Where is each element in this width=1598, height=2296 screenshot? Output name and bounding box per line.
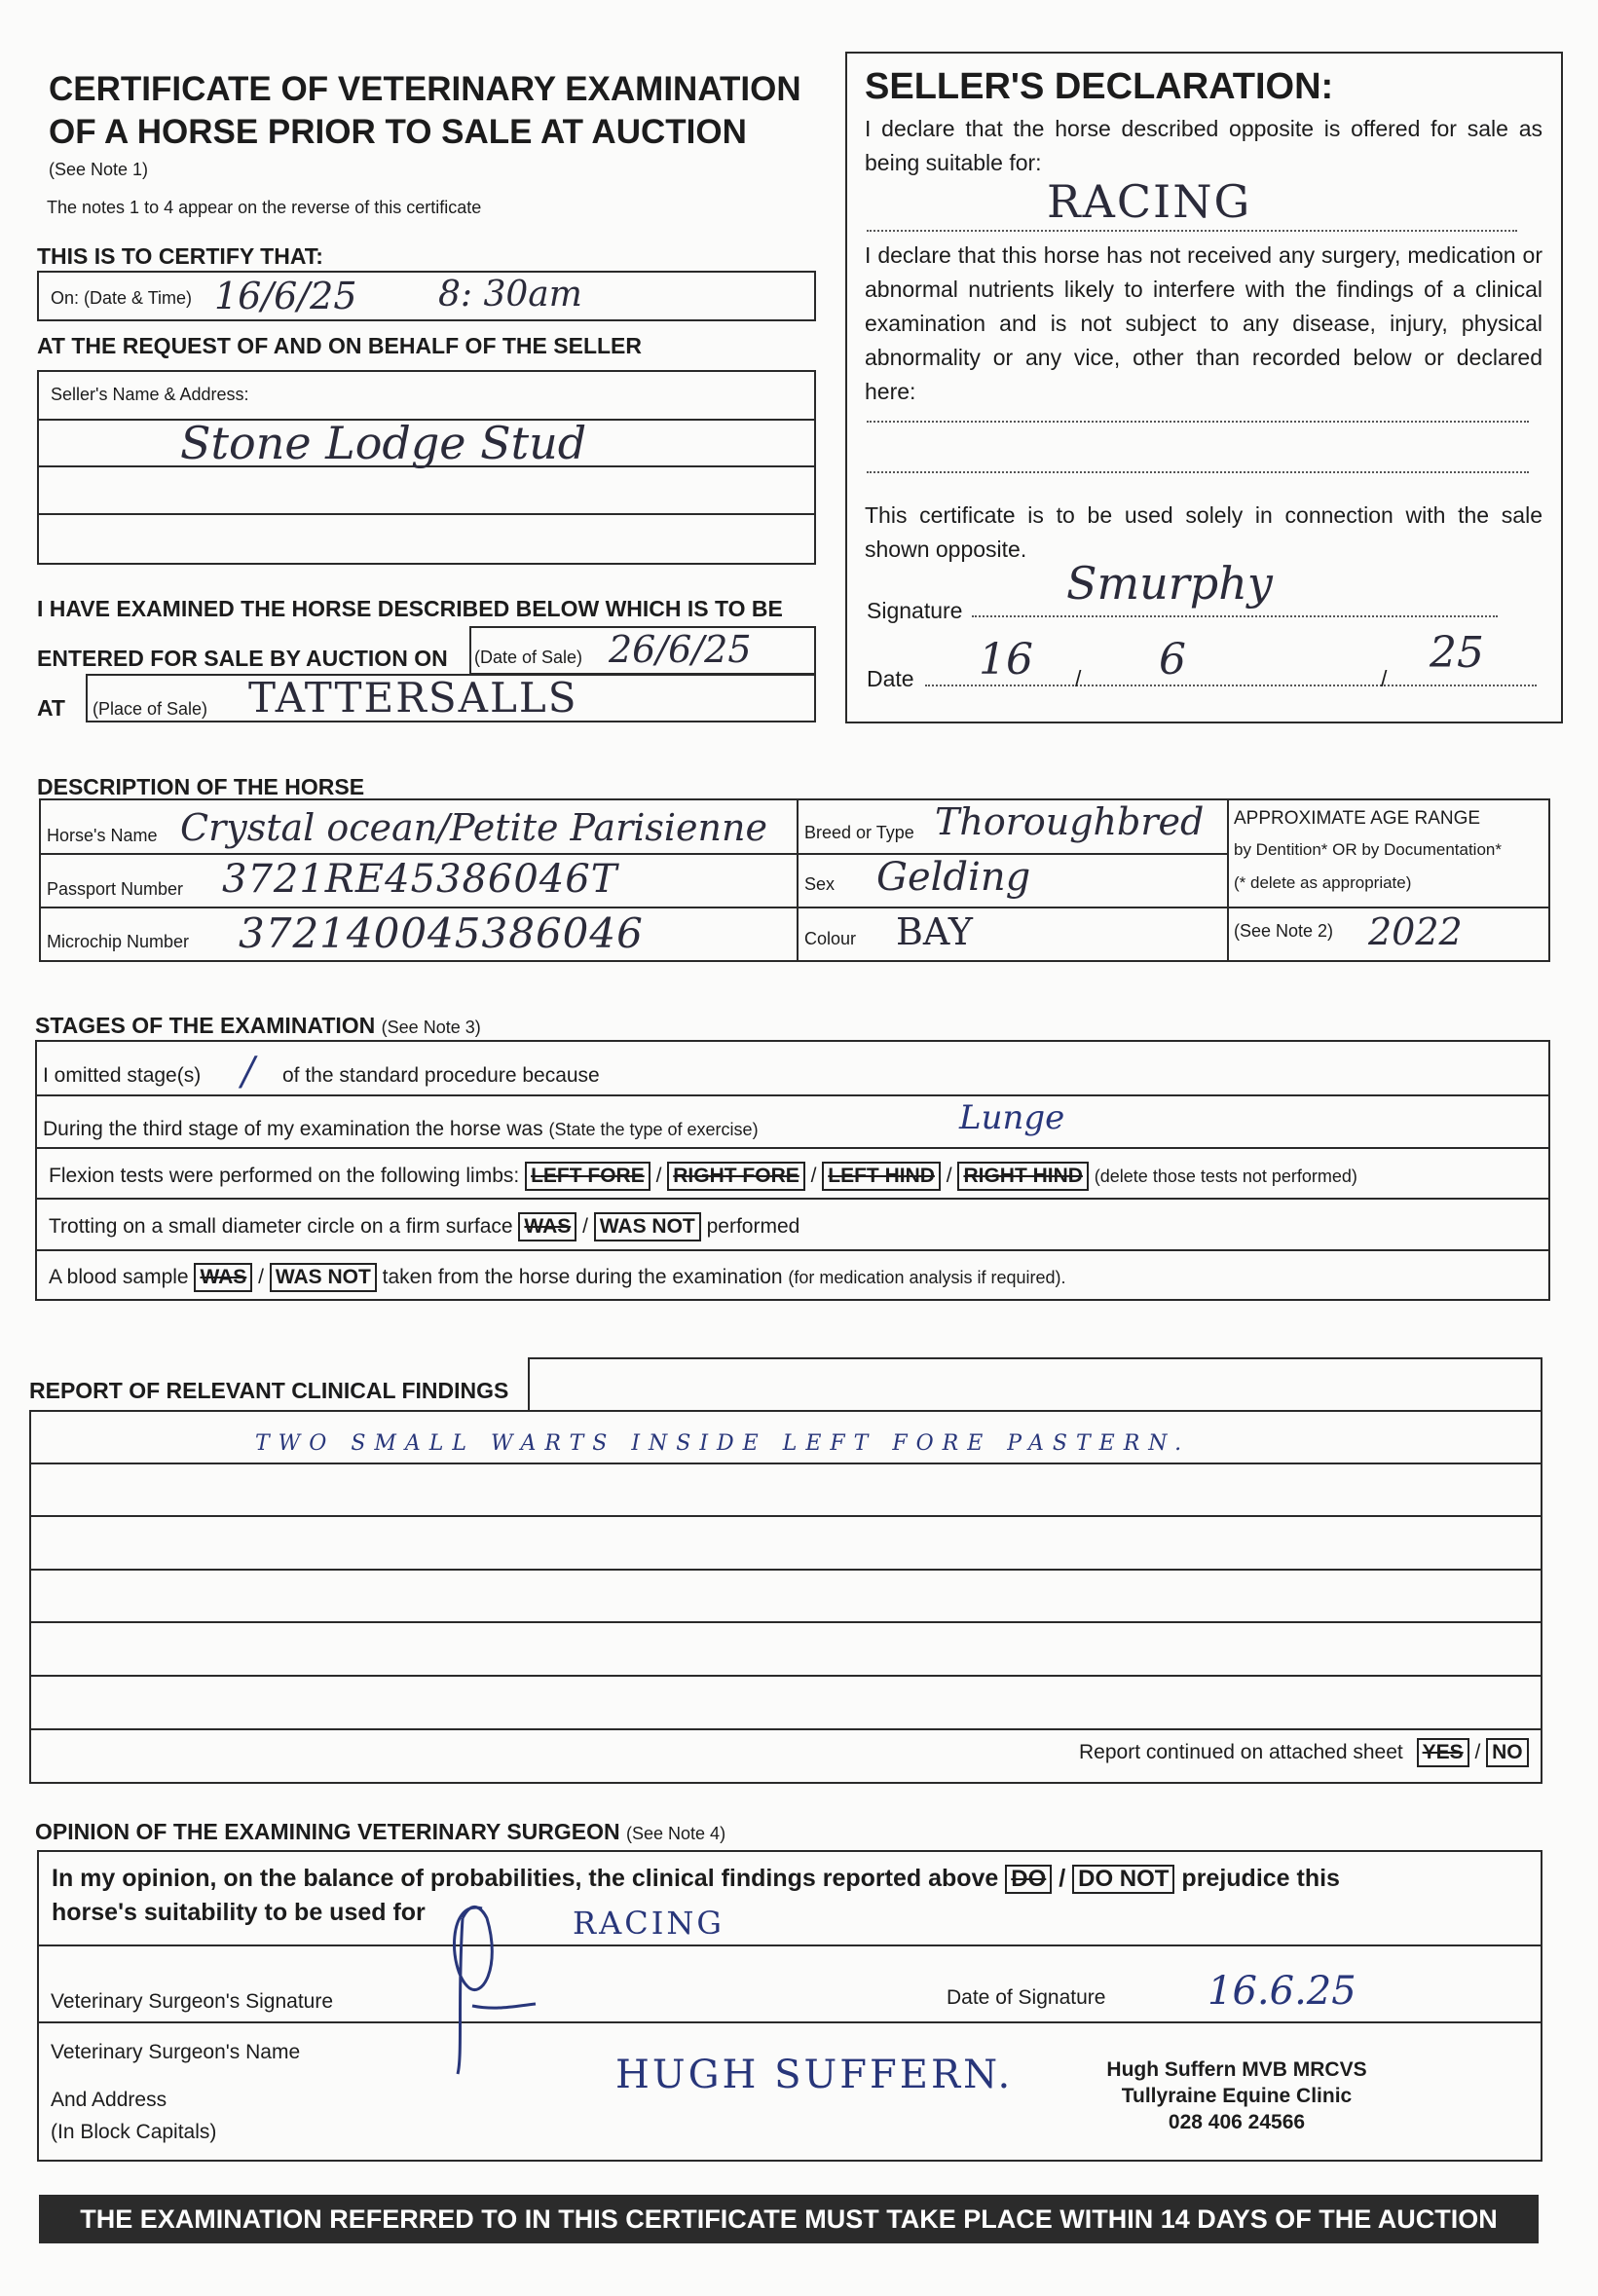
- continued-label: Report continued on attached sheet: [1079, 1741, 1403, 1763]
- title-line-2: OF A HORSE PRIOR TO SALE AT AUCTION: [49, 113, 747, 151]
- certify-heading: THIS IS TO CERTIFY THAT:: [37, 243, 323, 269]
- age-value[interactable]: 2022: [1368, 910, 1463, 953]
- opinion-text-after: prejudice this: [1181, 1865, 1340, 1892]
- see-note-1: (See Note 1): [49, 160, 149, 179]
- third-stage-row: [43, 1118, 759, 1141]
- continued-yes-option[interactable]: YES: [1417, 1738, 1469, 1767]
- stages-rule-1: [35, 1094, 1550, 1096]
- omitted-suffix: of the standard procedure because: [282, 1064, 600, 1087]
- stamp-line-2: Tullyraine Equine Clinic: [1121, 2085, 1353, 2107]
- at-label: AT: [37, 695, 65, 721]
- desc-rule-1: [39, 853, 1227, 855]
- continued-no-option[interactable]: NO: [1486, 1738, 1529, 1767]
- seller-date-month[interactable]: 6: [1159, 635, 1186, 685]
- third-stage-value[interactable]: Lunge: [959, 1098, 1065, 1137]
- date-of-sale-value[interactable]: 26/6/25: [609, 628, 752, 671]
- opinion-heading: OPINION OF THE EXAMINING VETERINARY SURGEON: [35, 1819, 620, 1844]
- vet-name-label: Veterinary Surgeon's Name: [51, 2041, 301, 2063]
- sex-label: Sex: [804, 874, 836, 894]
- stages-heading-row: [35, 1013, 481, 1039]
- breed-label: Breed or Type: [804, 823, 914, 842]
- trotting-was-not-option[interactable]: WAS NOT: [594, 1212, 701, 1241]
- request-heading: AT THE REQUEST OF AND ON BEHALF OF THE SELLER: [37, 333, 642, 358]
- stages-rule-2: [35, 1147, 1550, 1149]
- flexion-suffix: (delete those tests not performed): [1094, 1167, 1357, 1186]
- vet-signature[interactable]: [428, 1879, 545, 2084]
- block-caps-label: (In Block Capitals): [51, 2121, 217, 2143]
- desc-rule-2: [39, 907, 1550, 908]
- findings-rule-5: [29, 1675, 1542, 1677]
- stamp-line-3: 028 406 24566: [1168, 2111, 1306, 2133]
- opinion-do-not-option[interactable]: DO NOT: [1072, 1865, 1174, 1894]
- findings-rule-1: [29, 1463, 1542, 1464]
- vet-name-handwritten[interactable]: HUGH SUFFERN.: [615, 2053, 1014, 2097]
- age-delete: (* delete as appropriate): [1234, 873, 1412, 892]
- passport-value[interactable]: 3721RE45386046T: [222, 857, 618, 902]
- seller-rule-3: [37, 513, 816, 515]
- date-of-sale-label: (Date of Sale): [474, 648, 583, 667]
- opinion-note: (See Note 4): [626, 1824, 726, 1843]
- on-date-label: On: (Date & Time): [51, 288, 193, 308]
- findings-line-1[interactable]: TWO SMALL WARTS INSIDE LEFT FORE PASTERN.: [255, 1431, 1191, 1456]
- desc-col-rule-1: [797, 798, 799, 962]
- date-sig-value[interactable]: 16.6.25: [1208, 1969, 1356, 2014]
- date-separator-2: /: [1381, 666, 1388, 691]
- findings-rule-4: [29, 1621, 1542, 1623]
- notes-text: The notes 1 to 4 appear on the reverse of this certificate: [47, 198, 482, 217]
- sex-value[interactable]: Gelding: [876, 855, 1031, 900]
- age-by: by Dentition* OR by Documentation*: [1234, 840, 1502, 859]
- declaration-text-3: This certificate is to be used solely in connection with the sale shown opposite.: [865, 502, 1542, 562]
- opinion-text-before: In my opinion, on the balance of probabilities, the clinical findings reported above: [52, 1865, 999, 1892]
- flexion-option-right-hind[interactable]: RIGHT HIND: [957, 1162, 1089, 1191]
- stages-heading: STAGES OF THE EXAMINATION: [35, 1013, 376, 1038]
- blood-hint: (for medication analysis if required).: [788, 1268, 1066, 1287]
- flexion-row: Flexion tests were performed on the following limbs: LEFT FORE / RIGHT FORE / LEFT HIND / RIGHT HIND (delete those tests not performed): [49, 1162, 1357, 1191]
- flexion-option-left-fore[interactable]: LEFT FORE: [525, 1162, 650, 1191]
- entered-line: ENTERED FOR SALE BY AUCTION ON: [37, 646, 448, 671]
- blood-was-not-option[interactable]: WAS NOT: [270, 1263, 377, 1292]
- trotting-suffix: performed: [706, 1215, 800, 1238]
- stages-rule-3: [35, 1198, 1550, 1200]
- colour-value[interactable]: BAY: [896, 910, 973, 953]
- opinion-heading-row: [35, 1819, 725, 1845]
- findings-rule-6: [29, 1728, 1542, 1730]
- on-time-value[interactable]: 8: 30am: [438, 275, 582, 315]
- seller-signature-line: [972, 615, 1498, 617]
- seller-date-day[interactable]: 16: [979, 635, 1033, 685]
- seller-label: Seller's Name & Address:: [51, 385, 249, 404]
- microchip-value[interactable]: 372140045386046: [239, 909, 644, 957]
- seller-signature[interactable]: Smurphy: [1066, 557, 1273, 610]
- findings-rule-3: [29, 1569, 1542, 1571]
- blood-row: A blood sample WAS / WAS NOT taken from the horse during the examination (for medication analysis if required).: [49, 1263, 1066, 1292]
- suitable-dotted-line: [867, 230, 1517, 232]
- declaration-dotted-line-2: [867, 471, 1529, 473]
- certificate-title: [49, 68, 801, 154]
- third-stage-hint: (State the type of exercise): [548, 1120, 759, 1139]
- opinion-rule-2: [37, 2021, 1542, 2023]
- opinion-rule-1: [37, 1944, 1542, 1946]
- opinion-line-1: In my opinion, on the balance of probabilities, the clinical findings reported above DO / DO NOT prejudice this: [52, 1865, 1340, 1892]
- findings-heading: REPORT OF RELEVANT CLINICAL FINDINGS: [29, 1378, 509, 1403]
- blood-label: A blood sample: [49, 1266, 189, 1288]
- microchip-label: Microchip Number: [47, 932, 190, 951]
- opinion-use-value[interactable]: RACING: [573, 1905, 725, 1942]
- findings-rule-2: [29, 1515, 1542, 1517]
- stamp-line-1: Hugh Suffern MVB MRCVS: [1106, 2058, 1367, 2081]
- continued-row: Report continued on attached sheet YES / NO: [1079, 1738, 1529, 1767]
- blood-suffix: taken from the horse during the examination: [382, 1266, 783, 1288]
- footer-banner: [39, 2195, 1539, 2243]
- seller-date-label: Date: [867, 666, 914, 691]
- horse-name-value[interactable]: Crystal ocean/Petite Parisienne: [180, 806, 767, 849]
- findings-header-box: [528, 1357, 1542, 1412]
- footer-banner-text: THE EXAMINATION REFERRED TO IN THIS CERTIFICATE MUST TAKE PLACE WITHIN 14 DAYS OF THE AUCTION: [80, 2204, 1498, 2234]
- trotting-was-option[interactable]: WAS: [518, 1212, 576, 1241]
- third-stage-label: During the third stage of my examination the horse was: [43, 1118, 543, 1140]
- on-date-value[interactable]: 16/6/25: [214, 275, 357, 317]
- declaration-text-2: I declare that this horse has not received any surgery, medication or abnormal nutrients likely to interfere with the findings of a clinical examination and is not subject to any disease, injury, physical abnormality or any vice, other than recorded below or declared here:: [865, 242, 1542, 404]
- stages-rule-4: [35, 1249, 1550, 1251]
- vet-signature-label: Veterinary Surgeon's Signature: [51, 1990, 334, 2013]
- flexion-option-right-fore[interactable]: RIGHT FORE: [667, 1162, 805, 1191]
- opinion-line-2: horse's suitability to be used for: [52, 1899, 426, 1926]
- trotting-label: Trotting on a small diameter circle on a firm surface: [49, 1215, 513, 1238]
- passport-label: Passport Number: [47, 879, 184, 899]
- declaration-dotted-line-1: [867, 421, 1529, 423]
- seller-signature-label: Signature: [867, 598, 963, 623]
- omitted-label: I omitted stage(s): [43, 1064, 202, 1087]
- horse-name-label: Horse's Name: [47, 826, 158, 845]
- omitted-value[interactable]: /: [242, 1050, 255, 1094]
- place-of-sale-value[interactable]: TATTERSALLS: [248, 674, 578, 722]
- age-range-heading: APPROXIMATE AGE RANGE: [1234, 808, 1481, 829]
- declaration-title: SELLER'S DECLARATION:: [865, 66, 1334, 107]
- examined-line: I HAVE EXAMINED THE HORSE DESCRIBED BELOW WHICH IS TO BE: [37, 596, 783, 621]
- desc-col-rule-2: [1227, 798, 1229, 962]
- colour-label: Colour: [804, 929, 857, 948]
- description-heading: DESCRIPTION OF THE HORSE: [37, 774, 365, 799]
- title-line-1: CERTIFICATE OF VETERINARY EXAMINATION: [49, 70, 801, 108]
- vet-stamp: [1091, 2056, 1383, 2135]
- flexion-label: Flexion tests were performed on the following limbs:: [49, 1165, 520, 1187]
- date-separator-1: /: [1075, 666, 1082, 691]
- seller-date-year[interactable]: 25: [1430, 628, 1484, 678]
- seller-name-value[interactable]: Stone Lodge Stud: [180, 417, 587, 469]
- trotting-row: Trotting on a small diameter circle on a firm surface WAS / WAS NOT performed: [49, 1212, 799, 1241]
- declaration-text-1: I declare that the horse described opposite is offered for sale as being suitable for:: [865, 116, 1542, 175]
- date-sig-label: Date of Signature: [947, 1986, 1106, 2009]
- opinion-do-option[interactable]: DO: [1005, 1865, 1052, 1894]
- breed-value[interactable]: Thoroughbred: [935, 800, 1205, 843]
- age-note: (See Note 2): [1234, 921, 1334, 941]
- stages-note: (See Note 3): [381, 1018, 481, 1037]
- vet-address-label: And Address: [51, 2089, 167, 2111]
- seller-date-line: [925, 685, 1537, 686]
- blood-was-option[interactable]: WAS: [194, 1263, 252, 1292]
- suitable-for-value[interactable]: RACING: [1047, 175, 1252, 228]
- flexion-option-left-hind[interactable]: LEFT HIND: [822, 1162, 941, 1191]
- place-of-sale-label: (Place of Sale): [93, 699, 208, 719]
